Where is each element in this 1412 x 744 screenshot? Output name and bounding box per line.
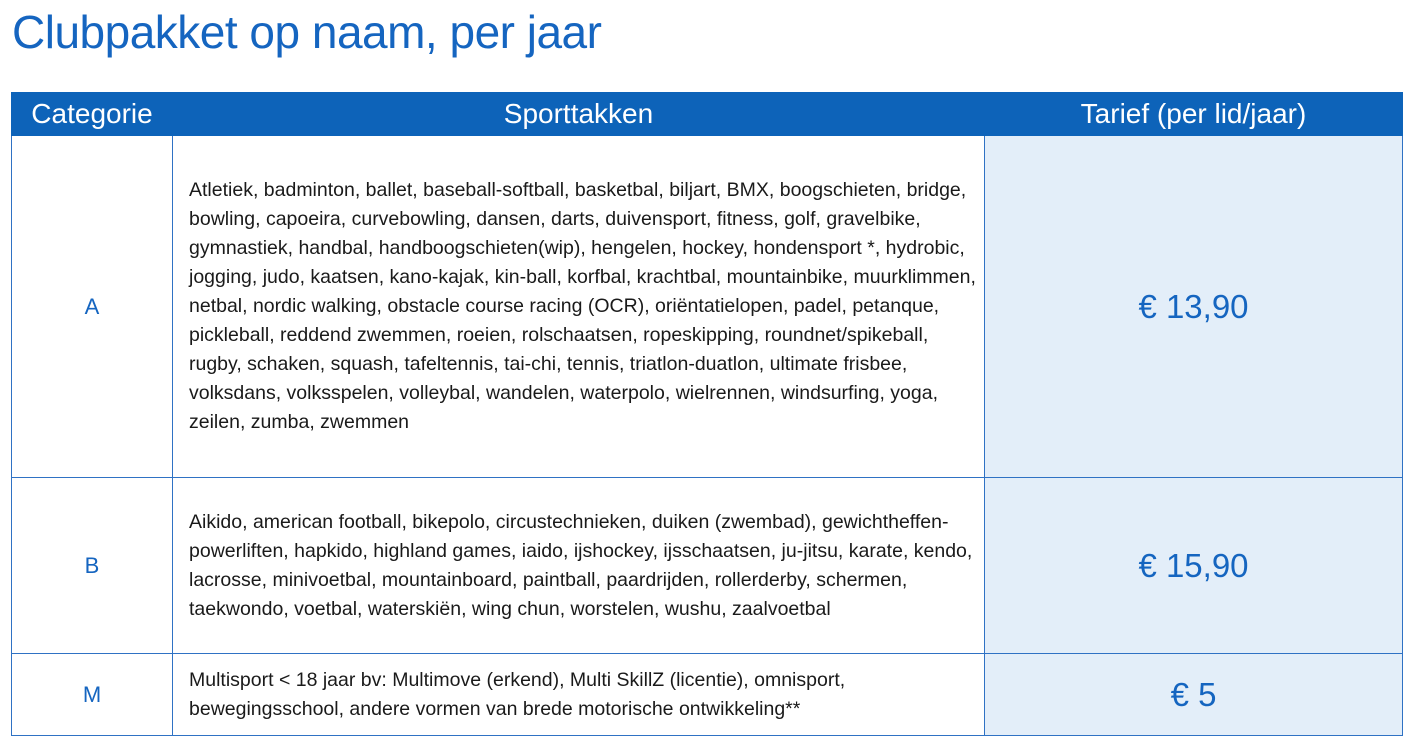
price-cell: € 5 (985, 654, 1403, 736)
category-cell: B (12, 478, 173, 654)
header-sports: Sporttakken (173, 93, 985, 136)
sports-cell: Aikido, american football, bikepolo, circustechnieken, duiken (zwembad), gewichtheffen-powerliften, hapkido, highland games, iaido, ijshockey, ijsschaatsen, ju-jitsu, karate, kendo, lacrosse, minivoetbal, mountainboard, paintball, paardrijden, rollerderby, schermen, taekwondo, voetbal, waterskiën, wing chun, worstelen, wushu, zaalvoetbal (173, 478, 985, 654)
table-row (12, 654, 1403, 736)
sports-cell: Multisport < 18 jaar bv: Multimove (erkend), Multi SkillZ (licentie), omnisport, bewegingsschool, andere vormen van brede motorische ontwikkeling** (173, 654, 985, 736)
category-cell: A (12, 136, 173, 478)
sports-cell: Atletiek, badminton, ballet, baseball-softball, basketbal, biljart, BMX, boogschieten, bridge, bowling, capoeira, curvebowling, dansen, darts, duivensport, fitness, golf, gravelbike, gymnastiek, handbal, handboogschieten(wip), hengelen, hockey, hondensport *, hydrobic, jogging, judo, kaatsen, kano-kajak, kin-ball, korfbal, krachtbal, mountainbike, muurklimmen, netbal, nordic walking, obstacle course racing (OCR), oriëntatielopen, padel, petanque, pickleball, reddend zwemmen, roeien, rolschaatsen, ropeskipping, roundnet/spikeball, rugby, schaken, squash, tafeltennis, tai-chi, tennis, triatlon-duatlon, ultimate frisbee, volksdans, volksspelen, volleybal, wandelen, waterpolo, wielrennen, windsurfing, yoga, zeilen, zumba, zwemmen (173, 136, 985, 478)
page-title: Clubpakket op naam, per jaar (12, 6, 602, 58)
table-row (12, 478, 1403, 654)
category-cell: M (12, 654, 173, 736)
price-cell: € 15,90 (985, 478, 1403, 654)
tariff-table (11, 92, 1403, 736)
table-row (12, 136, 1403, 478)
table-header-row (12, 93, 1403, 136)
price-cell: € 13,90 (985, 136, 1403, 478)
header-category: Categorie (12, 93, 173, 136)
header-rate: Tarief (per lid/jaar) (985, 93, 1403, 136)
